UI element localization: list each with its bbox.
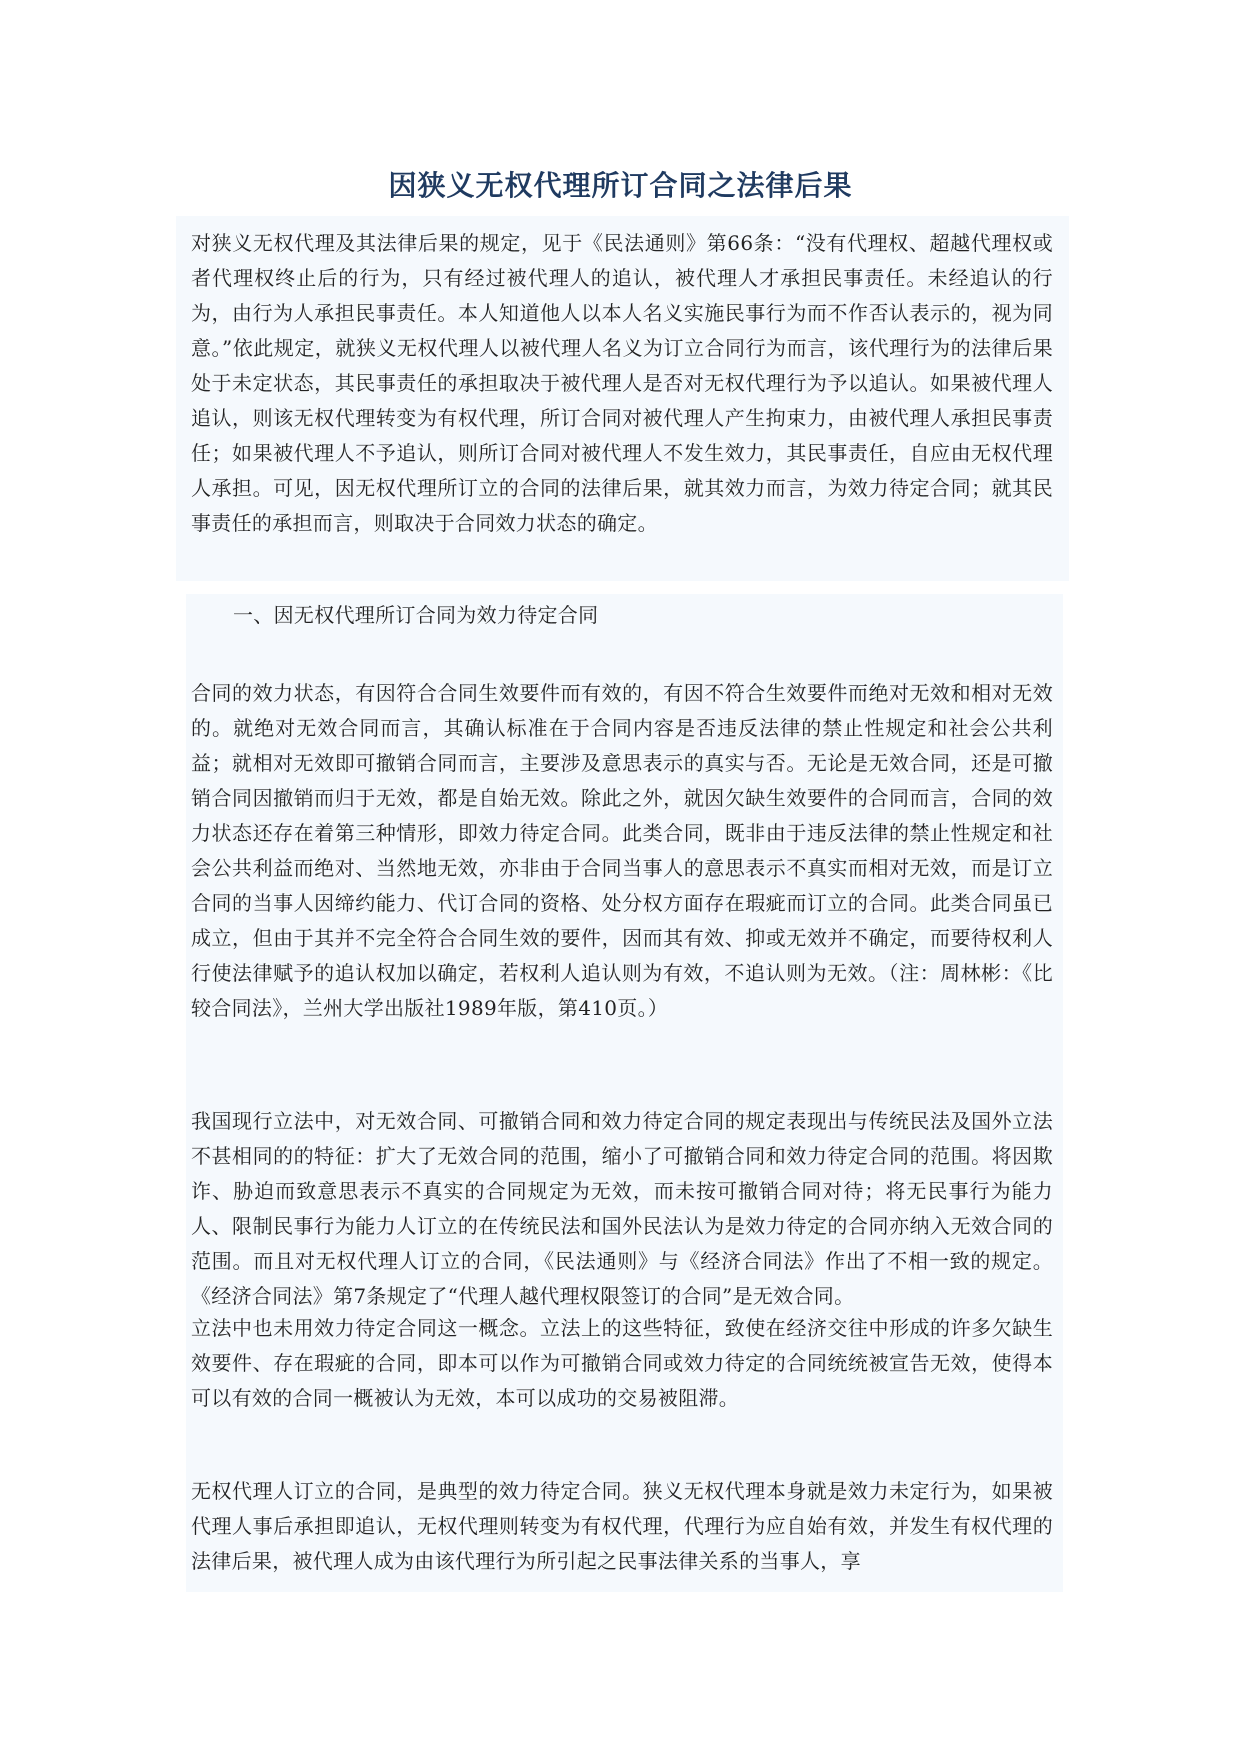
paragraph-intro: 对狭义无权代理及其法律后果的规定，见于《民法通则》第66条：“没有代理权、超越代理权或者代理权终止后的行为，只有经过被代理人的追认，被代理人才承担民事责任。未经追认的行为，由行为人承担民事责任。本人知道他人以本人名义实施民事行为而不作否认表示的，视为同意。”依此规定，就狭义无权代理人以被代理人名义为订立合同行为而言，该代理行为的法律后果处于未定状态，其民事责任的承担取决于被代理人是否对无权代理行为予以追认。如果被代理人追认，则该无权代理转变为有权代理，所订合同对被代理人产生拘束力，由被代理人承担民事责任；如果被代理人不予追认，则所订合同对被代理人不发生效力，其民事责任，自应由无权代理人承担。可见，因无权代理所订立的合同的法律后果，就其效力而言，为效力待定合同；就其民事责任的承担而言，则取决于合同效力状态的确定。 — [191, 231, 1053, 535]
section-heading: 一、因无权代理所订合同为效力待定合同 — [233, 603, 599, 627]
paragraph-unauthorized-agent-contract: 无权代理人订立的合同，是典型的效力待定合同。狭义无权代理本身就是效力未定行为，如果被代理人事后承担即追认，无权代理则转变为有权代理，代理行为应自始有效，并发生有权代理的法律后果，被代理人成为由该代理行为所引起之民事法律关系的当事人，享 — [191, 1479, 1053, 1573]
paragraph-contract-validity: 合同的效力状态，有因符合合同生效要件而有效的，有因不符合生效要件而绝对无效和相对无效的。就绝对无效合同而言，其确认标准在于合同内容是否违反法律的禁止性规定和社会公共利益；就相对无效即可撤销合同而言，主要涉及意思表示的真实与否。无论是无效合同，还是可撤销合同因撤销而归于无效，都是自始无效。除此之外，就因欠缺生效要件的合同而言，合同的效力状态还存在着第三种情形，即效力待定合同。此类合同，既非由于违反法律的禁止性规定和社会公共利益而绝对、当然地无效，亦非由于合同当事人的意思表示不真实而相对无效，而是订立合同的当事人因缔约能力、代订合同的资格、处分权方面存在瑕疵而订立的合同。此类合同虽已成立，但由于其并不完全符合合同生效的要件，因而其有效、抑或无效并不确定，而要待权利人行使法律赋予的追认权加以确定，若权利人追认则为有效，不追认则为无效。（注：周林彬：《比较合同法》，兰州大学出版社1989年版，第410页。） — [191, 681, 1053, 1020]
paragraph-current-legislation: 我国现行立法中，对无效合同、可撤销合同和效力待定合同的规定表现出与传统民法及国外立法不甚相同的的特征：扩大了无效合同的范围，缩小了可撤销合同和效力待定合同的范围。将因欺诈、胁迫而致意思表示不真实的合同规定为无效，而未按可撤销合同对待；将无民事行为能力人、限制民事行为能力人订立的在传统民法和国外民法认为是效力待定的合同亦纳入无效合同的范围。而且对无权代理人订立的合同，《民法通则》与《经济合同法》作出了不相一致的规定。《经济合同法》第7条规定了“代理人越代理权限签订的合同”是无效合同。 — [191, 1109, 1053, 1308]
paragraph-legislation-consequence: 立法中也未用效力待定合同这一概念。立法上的这些特征，致使在经济交往中形成的许多欠缺生效要件、存在瑕疵的合同，即本可以作为可撤销合同或效力待定的合同统统被宣告无效，使得本可以有效的合同一概被认为无效，本可以成功的交易被阻滞。 — [191, 1316, 1053, 1410]
document-title: 因狭义无权代理所订合同之法律后果 — [388, 169, 853, 202]
